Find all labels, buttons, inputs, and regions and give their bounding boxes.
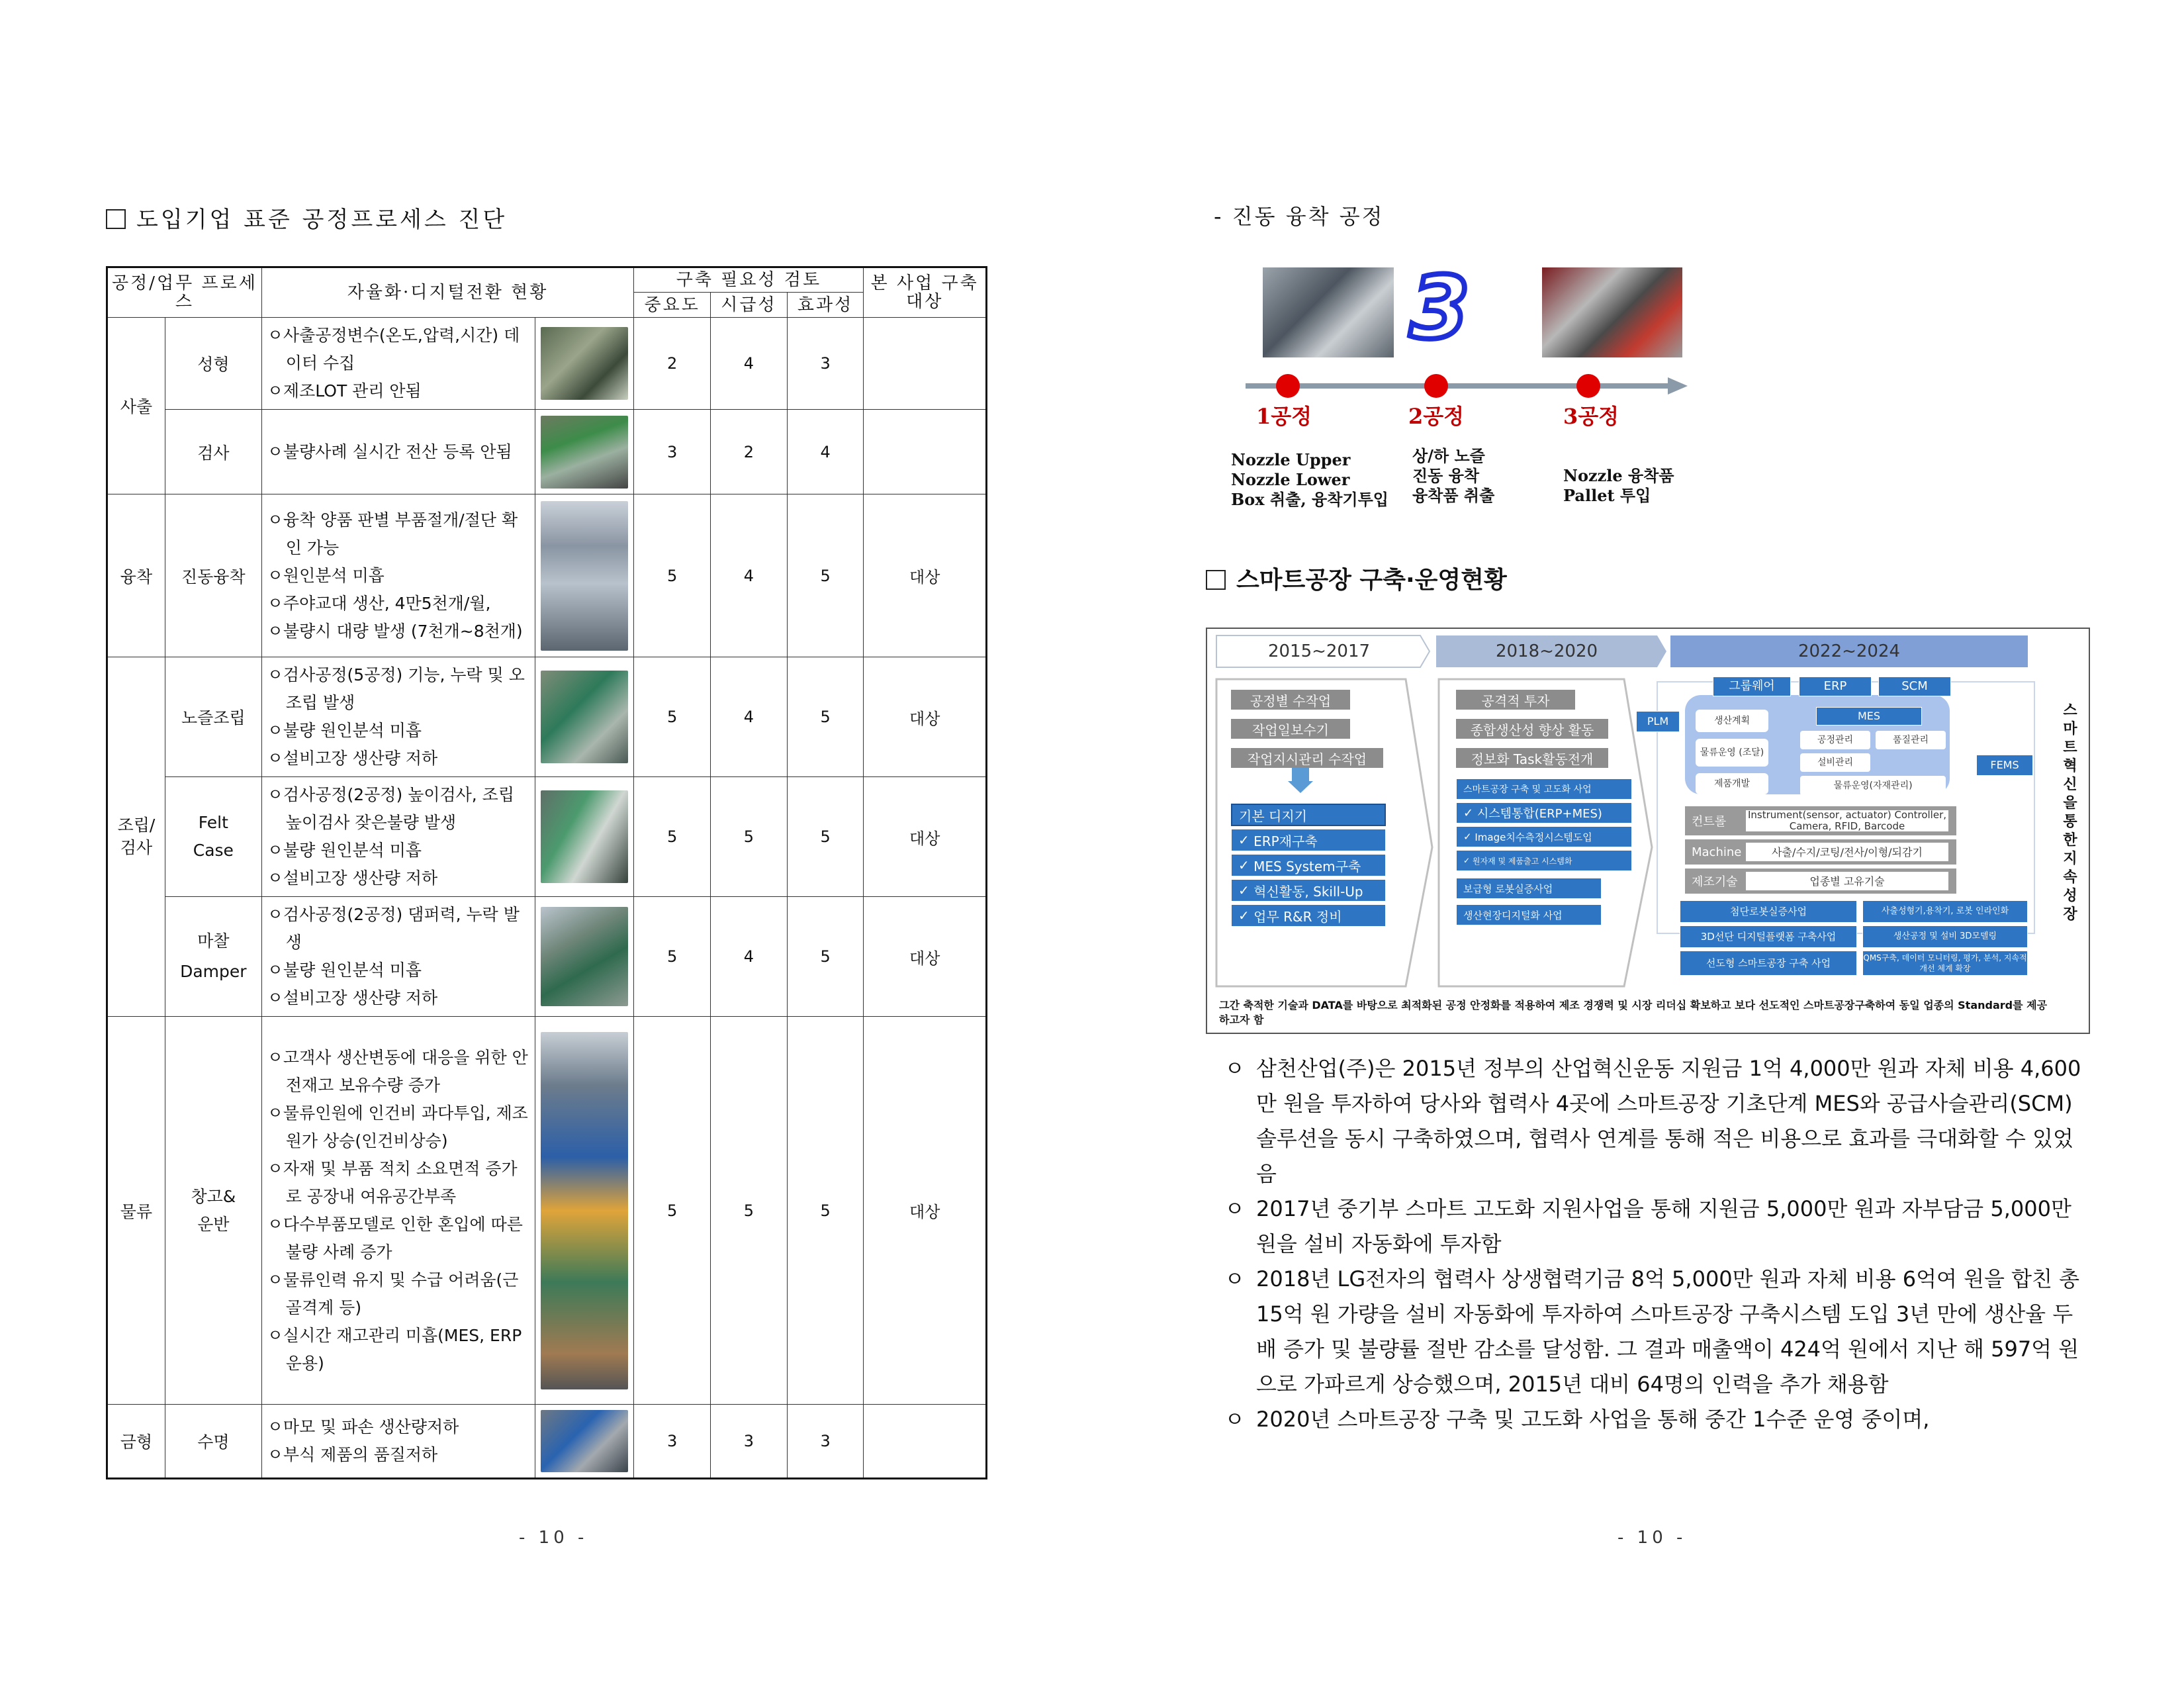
urgency-value: 3: [711, 1405, 788, 1479]
effect-value: 3: [787, 1405, 864, 1479]
table-row: [107, 410, 987, 494]
side-vertical-text: 스마트혁신을 통한 지속성장: [2063, 702, 2077, 923]
p3-inner-6: 설비관리: [1800, 753, 1870, 772]
importance-value: 5: [634, 777, 711, 897]
header-target: 본 사업 구축 대상: [864, 267, 987, 318]
process-diagnosis-table: [106, 266, 987, 1479]
header-status: 자율화·디지털전환 현황: [261, 267, 634, 318]
importance-value: 2: [634, 318, 711, 410]
right-page-number: - 10 -: [1617, 1528, 1687, 1548]
stage-3-text: Nozzle 융착품 Pallet 투입: [1563, 466, 1674, 505]
p3-inner-2: 물류운영 (조달): [1696, 739, 1768, 767]
stage-dot-1: [1276, 374, 1300, 398]
group-cell: 조립/검사: [107, 657, 165, 1017]
effect-value: 3: [787, 318, 864, 410]
group-cell: 물류: [107, 1017, 165, 1405]
section-label: - 진동 융착 공정: [1214, 204, 1385, 229]
target-value: [864, 1405, 987, 1479]
table-row: [107, 897, 987, 1017]
target-value: 대상: [864, 494, 987, 657]
diagram-caption: 그간 축적한 기술과 DATA를 바탕으로 최적화된 공정 안정화를 적용하여 제조 경쟁력 및 시장 리더십 확보하고 보다 선도적인 스마트공장구축하여 동일 업종의 Standard를 제공하고자 함: [1219, 999, 2048, 1026]
process-photo: [535, 318, 634, 410]
p3-blue-2: 사출성형기,용착기, 로봇 인라인화: [1862, 900, 2028, 923]
p2-blue-2: ✓ 시스템통합(ERP+MES): [1456, 802, 1632, 823]
handwritten-three-mark: 3: [1410, 265, 1470, 358]
urgency-value: 4: [711, 657, 788, 777]
bullet-item: ㅇ 삼천산업(주)은 2015년 정부의 산업혁신운동 지원금 1억 4,000만 원과 자체 비용 4,600만 원을 투자하여 당사와 협력사 4곳에 스마트공장 기초단계 MES와 공급사슬관리(SCM) 솔루션을 동시 구축하였으며, 협력사 연계를 통해 적은 비용으로 효과를 극대화할 수 있었음: [1224, 1056, 2081, 1186]
target-value: [864, 410, 987, 494]
sub-cell: 검사: [165, 410, 261, 494]
p3-top-1: 그룹웨어: [1713, 677, 1791, 696]
p2-blue-4: ✓ 원자재 및 제품출고 시스템화: [1456, 850, 1632, 871]
effect-value: 4: [787, 410, 864, 494]
table-row: [107, 777, 987, 897]
stage-2-label: 2공정: [1408, 404, 1465, 429]
arrow-head-icon: [1668, 377, 1688, 395]
sub-cell: 마찰 Damper: [165, 897, 261, 1017]
p3-plm: PLM: [1636, 711, 1680, 732]
header-effect: 효과성: [787, 293, 864, 318]
sub-cell: Felt Case: [165, 777, 261, 897]
sub-cell: 성형: [165, 318, 261, 410]
importance-value: 5: [634, 494, 711, 657]
p3-top-3: SCM: [1878, 677, 1951, 696]
p1-gray-1: 공정별 수작업: [1231, 690, 1350, 710]
header-review: 구축 필요성 검토: [634, 267, 864, 293]
desc-cell: ㅇ검사공정(2공정) 댐퍼력, 누락 발생 ㅇ불량 원인분석 미흡 ㅇ설비고장 생산량 저하: [261, 897, 535, 1017]
table-row: [107, 494, 987, 657]
target-value: 대상: [864, 1017, 987, 1405]
effect-value: 5: [787, 1017, 864, 1405]
p3-inner-3: 제품개발: [1696, 773, 1768, 794]
desc-cell: ㅇ마모 및 파손 생산량저하 ㅇ부식 제품의 품질저하: [261, 1405, 535, 1479]
checkbox-square-icon: [1206, 570, 1226, 590]
group-cell: 금형: [107, 1405, 165, 1479]
urgency-value: 4: [711, 318, 788, 410]
p3-inner-7: 물류운영(자재관리): [1800, 776, 1946, 796]
group-cell: 융착: [107, 494, 165, 657]
p3-inner-1: 생산계획: [1696, 710, 1768, 732]
importance-value: 3: [634, 1405, 711, 1479]
effect-value: 5: [787, 657, 864, 777]
bullet-item: ㅇ 2020년 스마트공장 구축 및 고도화 사업을 통해 중간 1수준 운영 중이며,: [1224, 1407, 1930, 1432]
process-photo: [535, 897, 634, 1017]
target-value: [864, 318, 987, 410]
table-row: [107, 1017, 987, 1405]
stage-dot-3: [1576, 374, 1600, 398]
p2-blue-5: 보급형 로봇실증사업: [1456, 878, 1602, 899]
desc-cell: ㅇ불량사례 실시간 전산 등록 안됨: [261, 410, 535, 494]
target-value: 대상: [864, 657, 987, 777]
importance-value: 5: [634, 897, 711, 1017]
p3-blue-6: QMS구축, 데이터 모니터링, 평가, 분석, 지속적 개선 체계 확장: [1862, 951, 2028, 976]
header-process: 공정/업무 프로세스: [107, 267, 262, 318]
p3-row-tech: 제조기술 업종별 고유기술: [1685, 868, 1956, 894]
p2-gray-1: 공격적 투자: [1456, 690, 1575, 710]
p3-top-2: ERP: [1799, 677, 1872, 696]
table-row: [107, 318, 987, 410]
table-row: [107, 657, 987, 777]
smart-factory-roadmap: [1206, 628, 2090, 1034]
period-3: 2022~2024: [1797, 641, 1901, 661]
p2-gray-3: 정보화 Task활동전개: [1456, 748, 1608, 768]
process-photo: [535, 657, 634, 777]
stage-dot-2: [1424, 374, 1448, 398]
sub-cell: 진동융착: [165, 494, 261, 657]
process-photo: [535, 777, 634, 897]
smart-factory-heading: 스마트공장 구축·운영현황: [1206, 561, 1507, 595]
effect-value: 5: [787, 494, 864, 657]
p3-mes: MES: [1816, 707, 1922, 726]
left-heading: 도입기업 표준 공정프로세스 진단: [106, 201, 507, 234]
group-cell: 사출: [107, 318, 165, 494]
p2-blue-3: ✓ Image치수측정시스템도입: [1456, 826, 1632, 847]
p3-row-control: 컨트롤 Instrument(sensor, actuator) Controller, Camera, RFID, Barcode: [1685, 806, 1956, 835]
stage-1-text: Nozzle Upper Nozzle Lower Box 취출, 융착기투입: [1231, 450, 1388, 509]
urgency-value: 4: [711, 897, 788, 1017]
urgency-value: 5: [711, 777, 788, 897]
header-urgency: 시급성: [711, 293, 788, 318]
p3-row-machine: Machine 사출/수지/코팅/전사/이형/되감기: [1685, 839, 1956, 865]
p3-inner-5: 품질관리: [1876, 731, 1946, 749]
smart-factory-bullets: [1224, 1051, 2085, 1437]
target-value: 대상: [864, 897, 987, 1017]
p1-check-3: ✓ 혁신활동, Skill-Up: [1231, 879, 1386, 902]
sub-cell: 수명: [165, 1405, 261, 1479]
bullet-item: ㅇ 2018년 LG전자의 협력사 상생협력기금 8억 5,000만 원과 자체 비용 6억여 원을 합친 총 15억 원 가량을 설비 자동화에 투자하여 스마트공장 구축시스템 도입 3년 만에 생산율 두 배 증가 및 불량률 절반 감소를 달성함. 그 결과 매출액이 424억 원에서 지난 해 597억 원으로 가파르게 상승했으며, 2015년 대비 64명의 인력을 추가 채용함: [1224, 1266, 2079, 1397]
desc-cell: ㅇ고객사 생산변동에 대응을 위한 안전재고 보유수량 증가 ㅇ물류인원에 인건비 과다투입, 제조원가 상승(인건비상승) ㅇ자재 및 부품 적치 소요면적 증가로 공장내 여유공간부족 ㅇ다수부품모델로 인한 혼입에 따른 불량 사례 증가 ㅇ물류인력 유지 및 수급 어려움(근골격계 등) ㅇ실시간 재고관리 미흡(MES, ERP운용): [261, 1017, 535, 1405]
process-photo: [535, 494, 634, 657]
left-page-number: - 10 -: [519, 1528, 588, 1548]
p3-blue-4: 생산공정 및 설비 3D모델링: [1862, 925, 2028, 948]
desc-cell: ㅇ검사공정(2공정) 높이검사, 조립높이검사 잦은불량 발생 ㅇ불량 원인분석 미흡 ㅇ설비고장 생산량 저하: [261, 777, 535, 897]
p3-blue-1: 첨단로봇실증사업: [1680, 900, 1857, 923]
urgency-value: 5: [711, 1017, 788, 1405]
period-1: 2015~2017: [1267, 641, 1371, 661]
header-importance: 중요도: [634, 293, 711, 318]
p1-check-1: ✓ ERP재구축: [1231, 829, 1386, 851]
urgency-value: 4: [711, 494, 788, 657]
process-photo: [535, 1405, 634, 1479]
importance-value: 5: [634, 1017, 711, 1405]
stage-1-label: 1공정: [1256, 404, 1312, 429]
p3-blue-5: 선도형 스마트공장 구축 사업: [1680, 951, 1857, 976]
p2-gray-2: 종합생산성 향상 활동: [1456, 719, 1608, 739]
sub-cell: 창고& 운반: [165, 1017, 261, 1405]
process-photo: [535, 410, 634, 494]
p2-blue-6: 생산현장디지털화 사업: [1456, 904, 1602, 925]
p3-fems: FEMS: [1976, 755, 2033, 776]
p3-blue-3: 3D선단 디지털플랫폼 구축사업: [1680, 925, 1857, 948]
importance-value: 3: [634, 410, 711, 494]
desc-cell: ㅇ사출공정변수(온도,압력,시간) 데이터 수집 ㅇ제조LOT 관리 안됨: [261, 318, 535, 410]
checkbox-square-icon: [106, 209, 126, 229]
table-row: [107, 1405, 987, 1479]
importance-value: 5: [634, 657, 711, 777]
p1-check-4: ✓ 업무 R&R 정비: [1231, 904, 1386, 927]
process-timeline: [1231, 265, 1694, 410]
effect-value: 5: [787, 777, 864, 897]
p1-blue-title: 기본 디지기: [1231, 804, 1386, 826]
bullet-item: ㅇ 2017년 중기부 스마트 고도화 지원사업을 통해 지원금 5,000만 원과 자부담금 5,000만 원을 설비 자동화에 투자함: [1224, 1196, 2071, 1256]
p1-gray-2: 작업일보수기: [1231, 719, 1350, 739]
p1-check-2: ✓ MES System구축: [1231, 854, 1386, 876]
stage-3-label: 3공정: [1563, 404, 1619, 429]
process-photo: [535, 1017, 634, 1405]
stage-2-text: 상/하 노즐 진동 융착 융착품 취출: [1412, 446, 1495, 505]
sub-cell: 노즐조립: [165, 657, 261, 777]
p3-inner-4: 공정관리: [1800, 731, 1870, 749]
period-2: 2018~2020: [1495, 641, 1598, 661]
desc-cell: ㅇ검사공정(5공정) 기능, 누락 및 오조립 발생 ㅇ불량 원인분석 미흡 ㅇ설비고장 생산량 저하: [261, 657, 535, 777]
effect-value: 5: [787, 897, 864, 1017]
p1-gray-3: 작업지시관리 수작업: [1231, 748, 1383, 768]
urgency-value: 2: [711, 410, 788, 494]
target-value: 대상: [864, 777, 987, 897]
desc-cell: ㅇ융착 양품 판별 부품절개/절단 확인 가능 ㅇ원인분석 미흡 ㅇ주야교대 생산, 4만5천개/월, ㅇ불량시 대량 발생 (7천개~8천개): [261, 494, 535, 657]
p2-blue-1: 스마트공장 구축 및 고도화 사업: [1456, 778, 1632, 800]
